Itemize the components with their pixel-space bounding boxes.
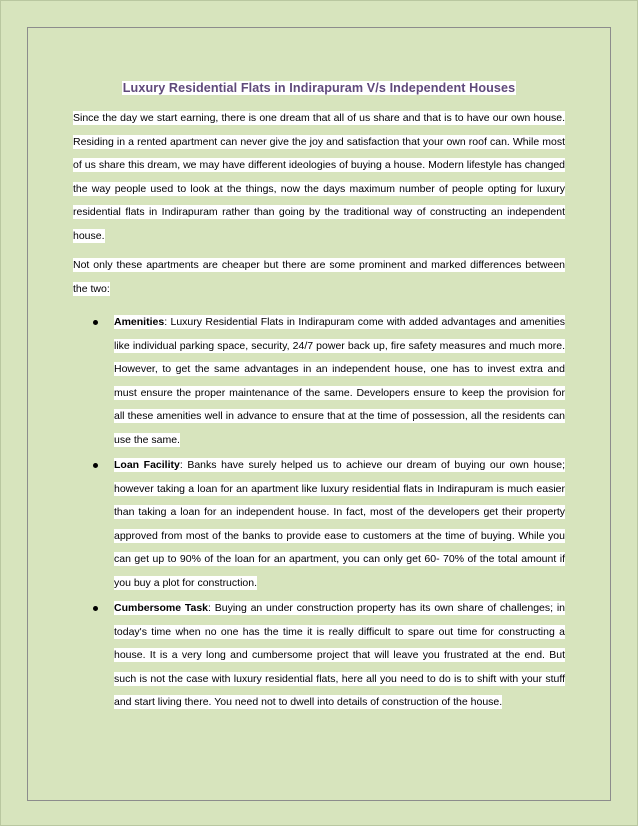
bullet-icon	[93, 606, 98, 611]
list-item-description: : Buying an under construction property has its own share of challenges; in today's time when no one has the time it is really difficult to spare out time for constructing a house. It is a very long and cumbersome project that will leave you frustrated at the end. But such is not the case with luxury residential flats, here all you need to do is to shift with your stuff and start living there. You need not to dwell into details of construction of the house.	[114, 602, 565, 708]
differences-paragraph	[73, 254, 565, 301]
list-item-term: Loan Facility	[114, 459, 180, 471]
document-body	[73, 81, 565, 717]
list-item-description: : Banks have surely helped us to achieve our dream of buying our own house; however taking a loan for an apartment like luxury residential flats in Indirapuram is much easier than taking a loan for an independent house. In fact, most of the developers get their property approved from most of the banks to provide ease to customers at the time of buying. While you can get up to 90% of the loan for an apartment, you can only get 60- 70% of the total amount if you buy a plot for construction.	[114, 459, 565, 589]
list-item-description: : Luxury Residential Flats in Indirapuram come with added advantages and amenities like individual parking space, security, 24/7 power back up, fire safety measures and much more. However, to get the same advantages in an independent house, one has to invest extra and must ensure the proper maintenance of the same. Developers ensure to keep the provision for all these amenities well in advance to ensure that at the time of possession, all the residents can use the same.	[114, 316, 565, 446]
differences-list	[73, 311, 565, 715]
list-item-text	[114, 315, 565, 447]
list-item-loan-facility	[114, 454, 565, 595]
document-title	[73, 81, 565, 96]
bullet-icon	[93, 320, 98, 325]
intro-paragraph-text: Since the day we start earning, there is one dream that all of us share and that is to have our own house. Residing in a rented apartment can never give the joy and satisfaction that your own roof can. While most of us share this dream, we may have different ideologies of buying a house. Modern lifestyle has changed the way people used to look at the things, now the days maximum number of people opting for luxury residential flats in Indirapuram rather than going by the traditional way of constructing an independent house.	[73, 112, 565, 242]
list-item-term: Cumbersome Task	[114, 602, 209, 614]
differences-paragraph-text: Not only these apartments are cheaper but there are some prominent and marked differences between the two:	[73, 259, 565, 295]
list-item-text	[114, 458, 565, 590]
list-item-text	[114, 601, 565, 709]
list-item-term: Amenities	[114, 316, 165, 328]
document-title-text: Luxury Residential Flats in Indirapuram V/s Independent Houses	[122, 81, 516, 95]
intro-paragraph	[73, 107, 565, 248]
list-item-amenities	[114, 311, 565, 452]
bullet-icon	[93, 463, 98, 468]
list-item-cumbersome-task	[114, 597, 565, 715]
